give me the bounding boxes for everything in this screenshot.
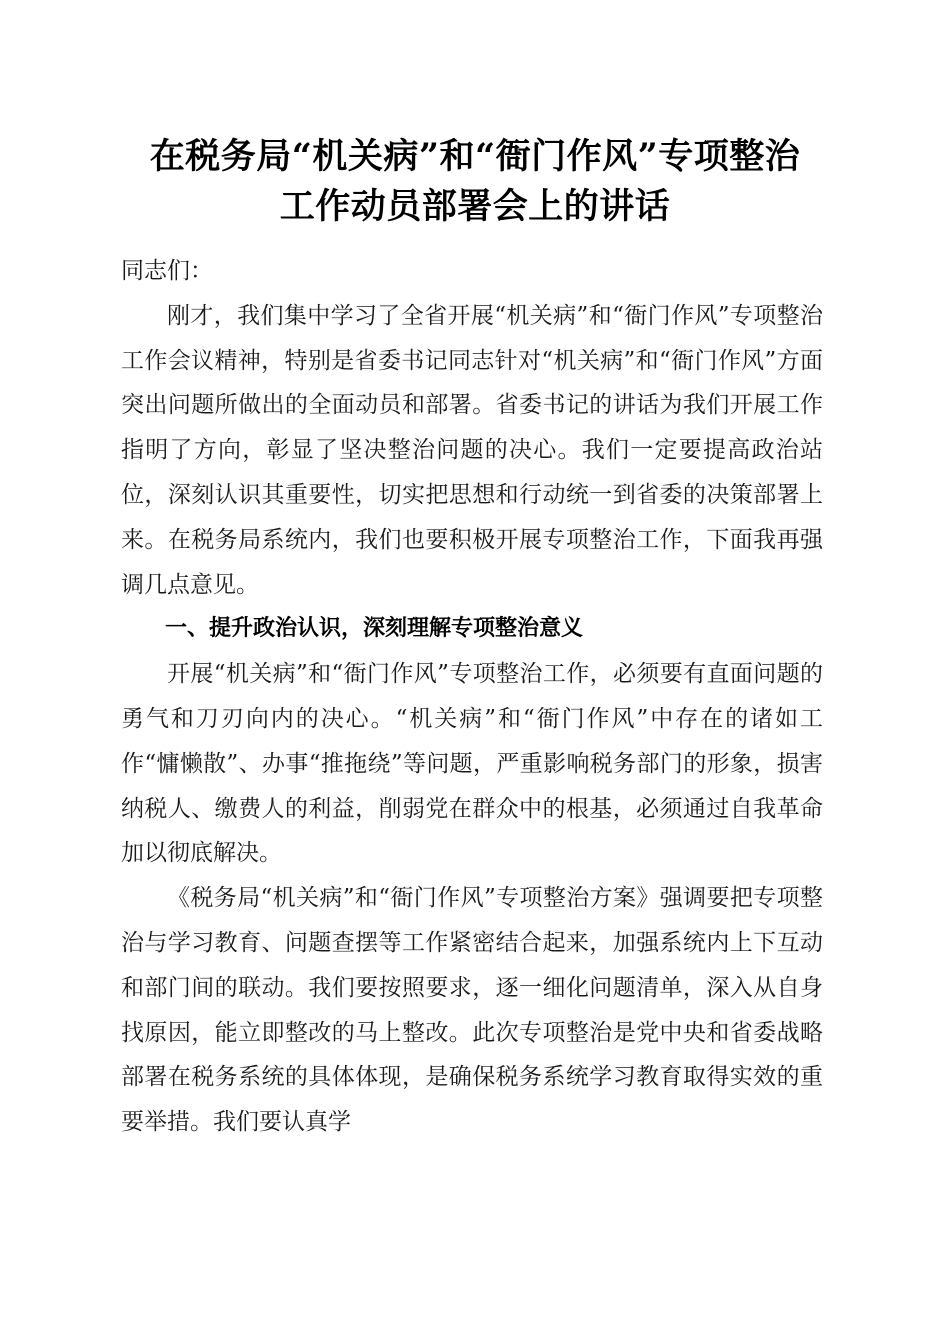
paragraph-intro: 刚才，我们集中学习了全省开展“机关病”和“衙门作风”专项整治工作会议精神，特别是省委书记同志针对“机关病”和“衙门作风”方面突出问题所做出的全面动员和部署。省委书记的讲话为我们开展工作指明了方向，彰显了坚决整治问题的决心。我们一定要提高政治站位，深刻认识其重要性，切实把思想和行动统一到省委的决策部署上来。在税务局系统内，我们也要积极开展专项整治工作，下面我再强调几点意见。 [121, 302, 823, 598]
salutation: 同志们： [121, 258, 213, 284]
section-heading-1: 一、提升政治认识，深刻理解专项整治意义 [165, 616, 584, 642]
document-title [90, 132, 860, 232]
paragraph-significance: 开展“机关病”和“衙门作风”专项整治工作，必须要有直面问题的勇气和刀刃向内的决心。“机关病”和“衙门作风”中存在的诸如工作“慵懒散”、办事“推拖绕”等问题，严重影响税务部门的形象，损害纳税人、缴费人的利益，削弱党在群众中的根基，必须通过自我革命加以彻底解决。 [121, 661, 823, 867]
title-line-1: 在税务局“机关病”和“衙门作风”专项整治 [149, 136, 801, 177]
paragraph-plan: 《税务局“机关病”和“衙门作风”专项整治方案》强调要把专项整治与学习教育、问题查摆等工作紧密结合起来，加强系统内上下互动和部门间的联动。我们要按照要求，逐一细化问题清单，深入从自身找原因，能立即整改的马上整改。此次专项整治是党中央和省委战略部署在税务系统的具体体现，是确保税务系统学习教育取得实效的重要举措。我们要认真学 [121, 885, 823, 1136]
document-body [121, 249, 823, 1145]
title-line-2: 工作动员部署会上的讲话 [279, 186, 671, 227]
